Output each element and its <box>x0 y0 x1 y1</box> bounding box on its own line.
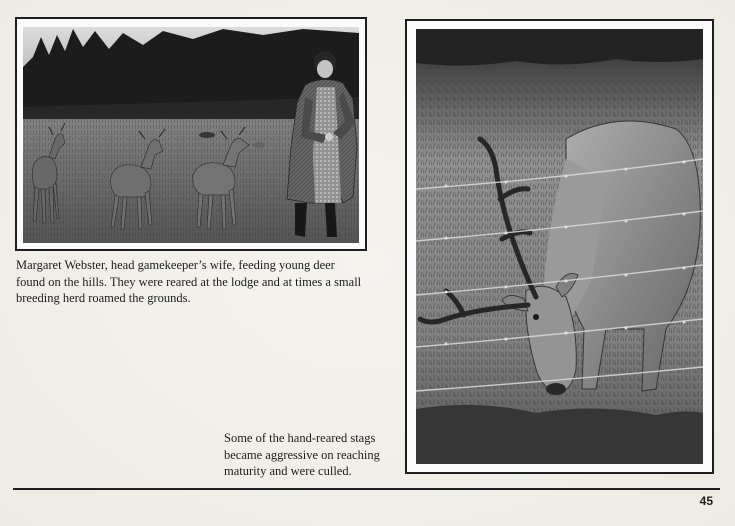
caption-hand-reared-stags: Some of the hand-reared stags became aggressive on reaching maturity and were culled. <box>224 431 380 478</box>
photo-stag-behind-fence-graphic <box>416 29 703 464</box>
footer-rule <box>13 488 720 490</box>
photo-stag-behind-fence-image <box>416 29 703 464</box>
page-number: 45 <box>699 494 713 508</box>
caption-woman-feeding-deer: Margaret Webster, head gamekeeper’s wife, feeding young deer found on the hills. They were reared at the lodge and at times a small breeding herd roamed the grounds. <box>16 258 362 305</box>
photo-woman-feeding-deer-graphic <box>23 27 359 243</box>
photo-woman-feeding-deer-image <box>23 27 359 243</box>
photo-stag-behind-fence <box>405 19 714 474</box>
photo-woman-feeding-deer <box>15 17 367 251</box>
